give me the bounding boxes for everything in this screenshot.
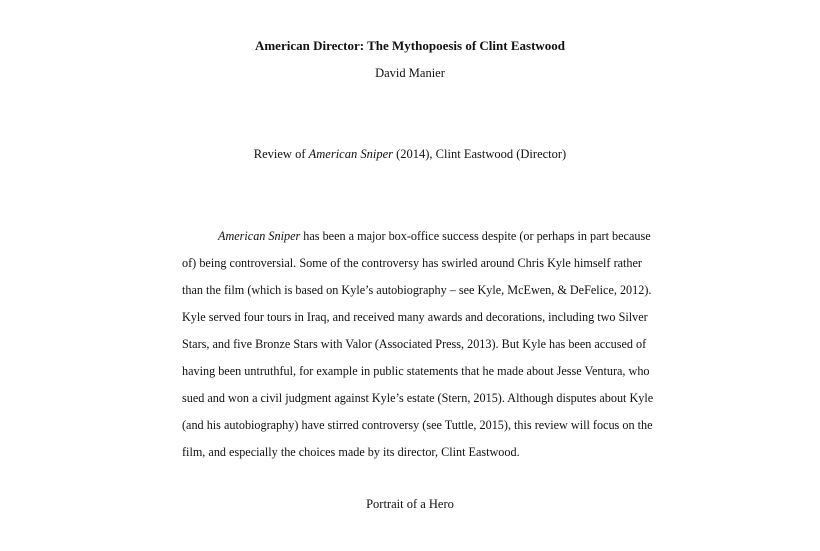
paragraph-line-1	[182, 228, 651, 255]
review-line	[0, 147, 820, 162]
paragraph-line-2: of) being controversial. Some of the controversy has swirled around Chris Kyle himself rather	[182, 256, 642, 270]
document-title: American Director: The Mythopoesis of Clint Eastwood	[254, 38, 566, 53]
review-suffix: (2014), Clint Eastwood (Director)	[392, 147, 567, 161]
review-prefix: Review of	[253, 147, 309, 161]
author-name: David Manier	[375, 66, 445, 80]
paragraph-line-7: sued and won a civil judgment against Kyle’s estate (Stern, 2015). Although disputes about Kyle	[182, 391, 654, 405]
paragraph-line-9: film, and especially the choices made by its director, Clint Eastwood.	[182, 445, 520, 459]
paragraph-line-4: Kyle served four tours in Iraq, and received many awards and decorations, including two Silver	[182, 310, 648, 324]
review-film-title: American Sniper	[308, 147, 393, 161]
paragraph-line-8: (and his autobiography) have stirred controversy (see Tuttle, 2015), this review will focus on the	[182, 418, 653, 432]
film-title-italic: American Sniper	[218, 229, 301, 243]
section-heading: Portrait of a Hero	[366, 497, 454, 511]
paragraph-line-1-text: has been a major box-office success despite (or perhaps in part because	[300, 229, 651, 243]
paragraph-line-3: than the film (which is based on Kyle’s autobiography – see Kyle, McEwen, & DeFelice, 2012).	[182, 283, 652, 297]
paragraph-line-6: having been untruthful, for example in public statements that he made about Jesse Ventura, who	[182, 364, 650, 378]
body-paragraph	[182, 228, 654, 471]
paragraph-line-5: Stars, and five Bronze Stars with Valor (Associated Press, 2013). But Kyle has been accused of	[182, 337, 647, 351]
